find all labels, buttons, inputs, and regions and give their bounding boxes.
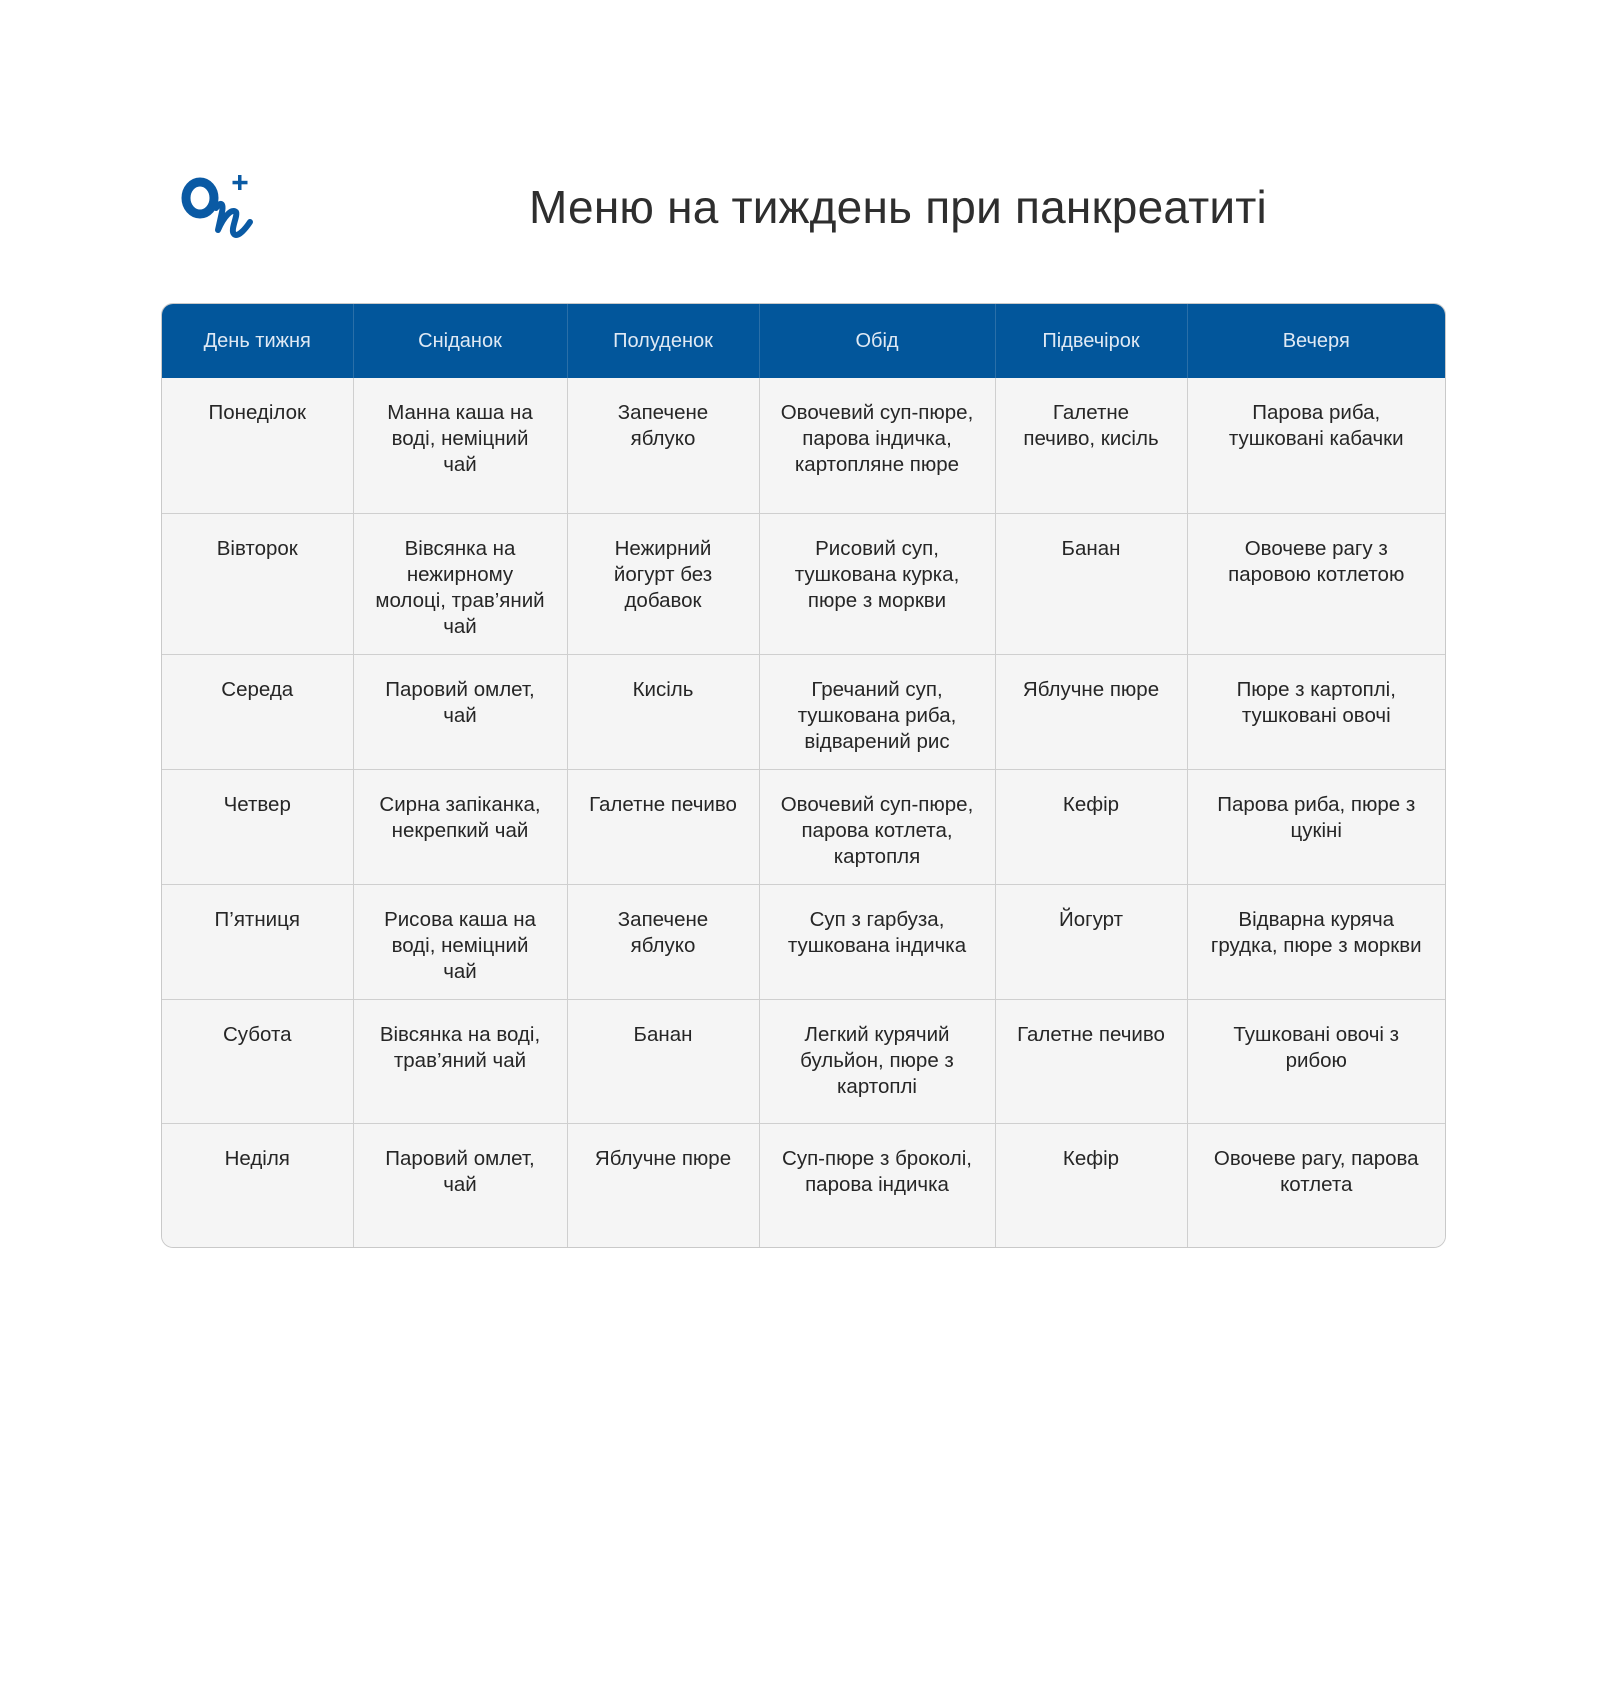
meal-cell	[353, 999, 567, 1123]
menu-table	[161, 303, 1446, 1248]
cell-text: Вівсянка на воді, трав’яний чай	[379, 1022, 541, 1072]
cell-text: Паровий омлет, чай	[385, 677, 535, 727]
meal-cell	[995, 999, 1187, 1123]
cell-text: Четвер	[223, 792, 291, 816]
cell-text: Манна каша на воді, неміцний чай	[387, 401, 533, 476]
column-header: Вечеря	[1187, 304, 1445, 378]
cell-text: Кефір	[1062, 1146, 1120, 1170]
cell-text: Галетне печиво, кисіль	[1023, 401, 1159, 450]
meal-cell	[567, 513, 759, 654]
meal-cell	[759, 378, 995, 513]
cell-text: Галетне печиво	[1017, 1022, 1165, 1046]
cell-text: Банан	[633, 1022, 693, 1046]
column-header: Сніданок	[353, 304, 567, 378]
column-header: Полуденок	[567, 304, 759, 378]
cell-text: Овочеве рагу з паровою котлетою	[1228, 536, 1405, 586]
meal-cell	[353, 654, 567, 769]
meal-cell	[1187, 1123, 1445, 1247]
cell-text: Рисова каша на воді, неміцний чай	[384, 907, 536, 983]
meal-cell	[567, 999, 759, 1123]
meal-cell	[567, 1123, 759, 1247]
meal-cell	[567, 884, 759, 999]
meal-cell	[995, 769, 1187, 884]
cell-text: Тушковані овочі з рибою	[1233, 1022, 1400, 1072]
meal-cell	[995, 378, 1187, 513]
cell-text: Кисіль	[632, 677, 694, 701]
meal-cell	[995, 513, 1187, 654]
cell-text: Відварна куряча грудка, пюре з моркви	[1210, 907, 1422, 957]
cell-text: Яблучне пюре	[1022, 677, 1160, 701]
cell-text: Банан	[1061, 536, 1121, 560]
table-body	[162, 378, 1445, 1247]
cell-text: Легкий курячий бульйон, пюре з картоплі	[800, 1022, 954, 1098]
cell-text: Овочеве рагу, парова котлета	[1213, 1146, 1419, 1196]
table-row	[162, 769, 1445, 884]
table-row	[162, 884, 1445, 999]
day-cell	[162, 769, 353, 884]
cell-text: Вівторок	[216, 536, 298, 560]
meal-cell	[567, 378, 759, 513]
meal-cell	[759, 654, 995, 769]
table-row	[162, 378, 1445, 513]
day-cell	[162, 513, 353, 654]
cell-text: Понеділок	[208, 401, 306, 424]
table-row	[162, 1123, 1445, 1247]
cell-text: Вівсянка на нежирному молоці, трав’яний чай	[375, 536, 545, 638]
page-title: Меню на тиждень при панкреатиті	[529, 181, 1267, 233]
meal-cell	[759, 999, 995, 1123]
meal-cell	[759, 513, 995, 654]
meal-cell	[759, 1123, 995, 1247]
meal-cell	[1187, 513, 1445, 654]
cell-text: Парова риба, тушковані кабачки	[1228, 401, 1404, 450]
cell-text: Пюре з картоплі, тушковані овочі	[1236, 677, 1396, 727]
cell-text: Овочевий суп-пюре, парова індичка, картопляне пюре	[780, 401, 974, 476]
cell-text: Яблучне пюре	[594, 1146, 732, 1170]
meal-cell	[353, 884, 567, 999]
column-header: День тижня	[162, 304, 353, 378]
cell-text: Нежирний йогурт без добавок	[613, 536, 713, 612]
cell-text: Середа	[221, 677, 294, 701]
cell-text: Галетне печиво	[589, 792, 737, 816]
meal-cell	[759, 884, 995, 999]
cell-text: Субота	[222, 1022, 292, 1046]
cell-text: Рисовий суп, тушкована курка, пюре з моркви	[794, 536, 960, 612]
day-cell	[162, 999, 353, 1123]
cell-text: Сирна запіканка, некрепкий чай	[379, 792, 541, 842]
table-row	[162, 513, 1445, 654]
cell-text: Йогурт	[1059, 907, 1123, 931]
cell-text: Овочевий суп-пюре, парова котлета, картопля	[780, 792, 974, 868]
meal-cell	[759, 769, 995, 884]
meal-cell	[567, 654, 759, 769]
table-header	[162, 304, 1445, 378]
meal-cell	[1187, 999, 1445, 1123]
cell-text: Кефір	[1062, 792, 1120, 816]
column-header: Обід	[759, 304, 995, 378]
day-cell	[162, 378, 353, 513]
cell-text: Запечене яблуко	[617, 907, 709, 957]
meal-cell	[1187, 884, 1445, 999]
table-row	[162, 654, 1445, 769]
day-cell	[162, 654, 353, 769]
meal-cell	[353, 378, 567, 513]
cell-text: Гречаний суп, тушкована риба, відварений рис	[797, 677, 957, 753]
day-cell	[162, 884, 353, 999]
cell-text: Паровий омлет, чай	[385, 1146, 535, 1196]
meal-cell	[1187, 378, 1445, 513]
cell-text: П’ятниця	[214, 907, 300, 931]
table-row	[162, 999, 1445, 1123]
header-row	[162, 304, 1445, 378]
cell-text: Неділя	[224, 1146, 290, 1170]
meal-cell	[995, 654, 1187, 769]
meal-cell	[353, 769, 567, 884]
cell-text: Запечене яблуко	[617, 401, 709, 450]
meal-cell	[567, 769, 759, 884]
meal-cell	[353, 513, 567, 654]
meal-cell	[995, 1123, 1187, 1247]
meal-cell	[353, 1123, 567, 1247]
column-header: Підвечірок	[995, 304, 1187, 378]
meal-cell	[1187, 769, 1445, 884]
cell-text: Суп-пюре з броколі, парова індичка	[782, 1146, 972, 1196]
meal-cell	[1187, 654, 1445, 769]
cell-text: Суп з гарбуза, тушкована індичка	[787, 907, 967, 957]
meal-cell	[995, 884, 1187, 999]
day-cell	[162, 1123, 353, 1247]
cell-text: Парова риба, пюре з цукіні	[1217, 792, 1416, 842]
